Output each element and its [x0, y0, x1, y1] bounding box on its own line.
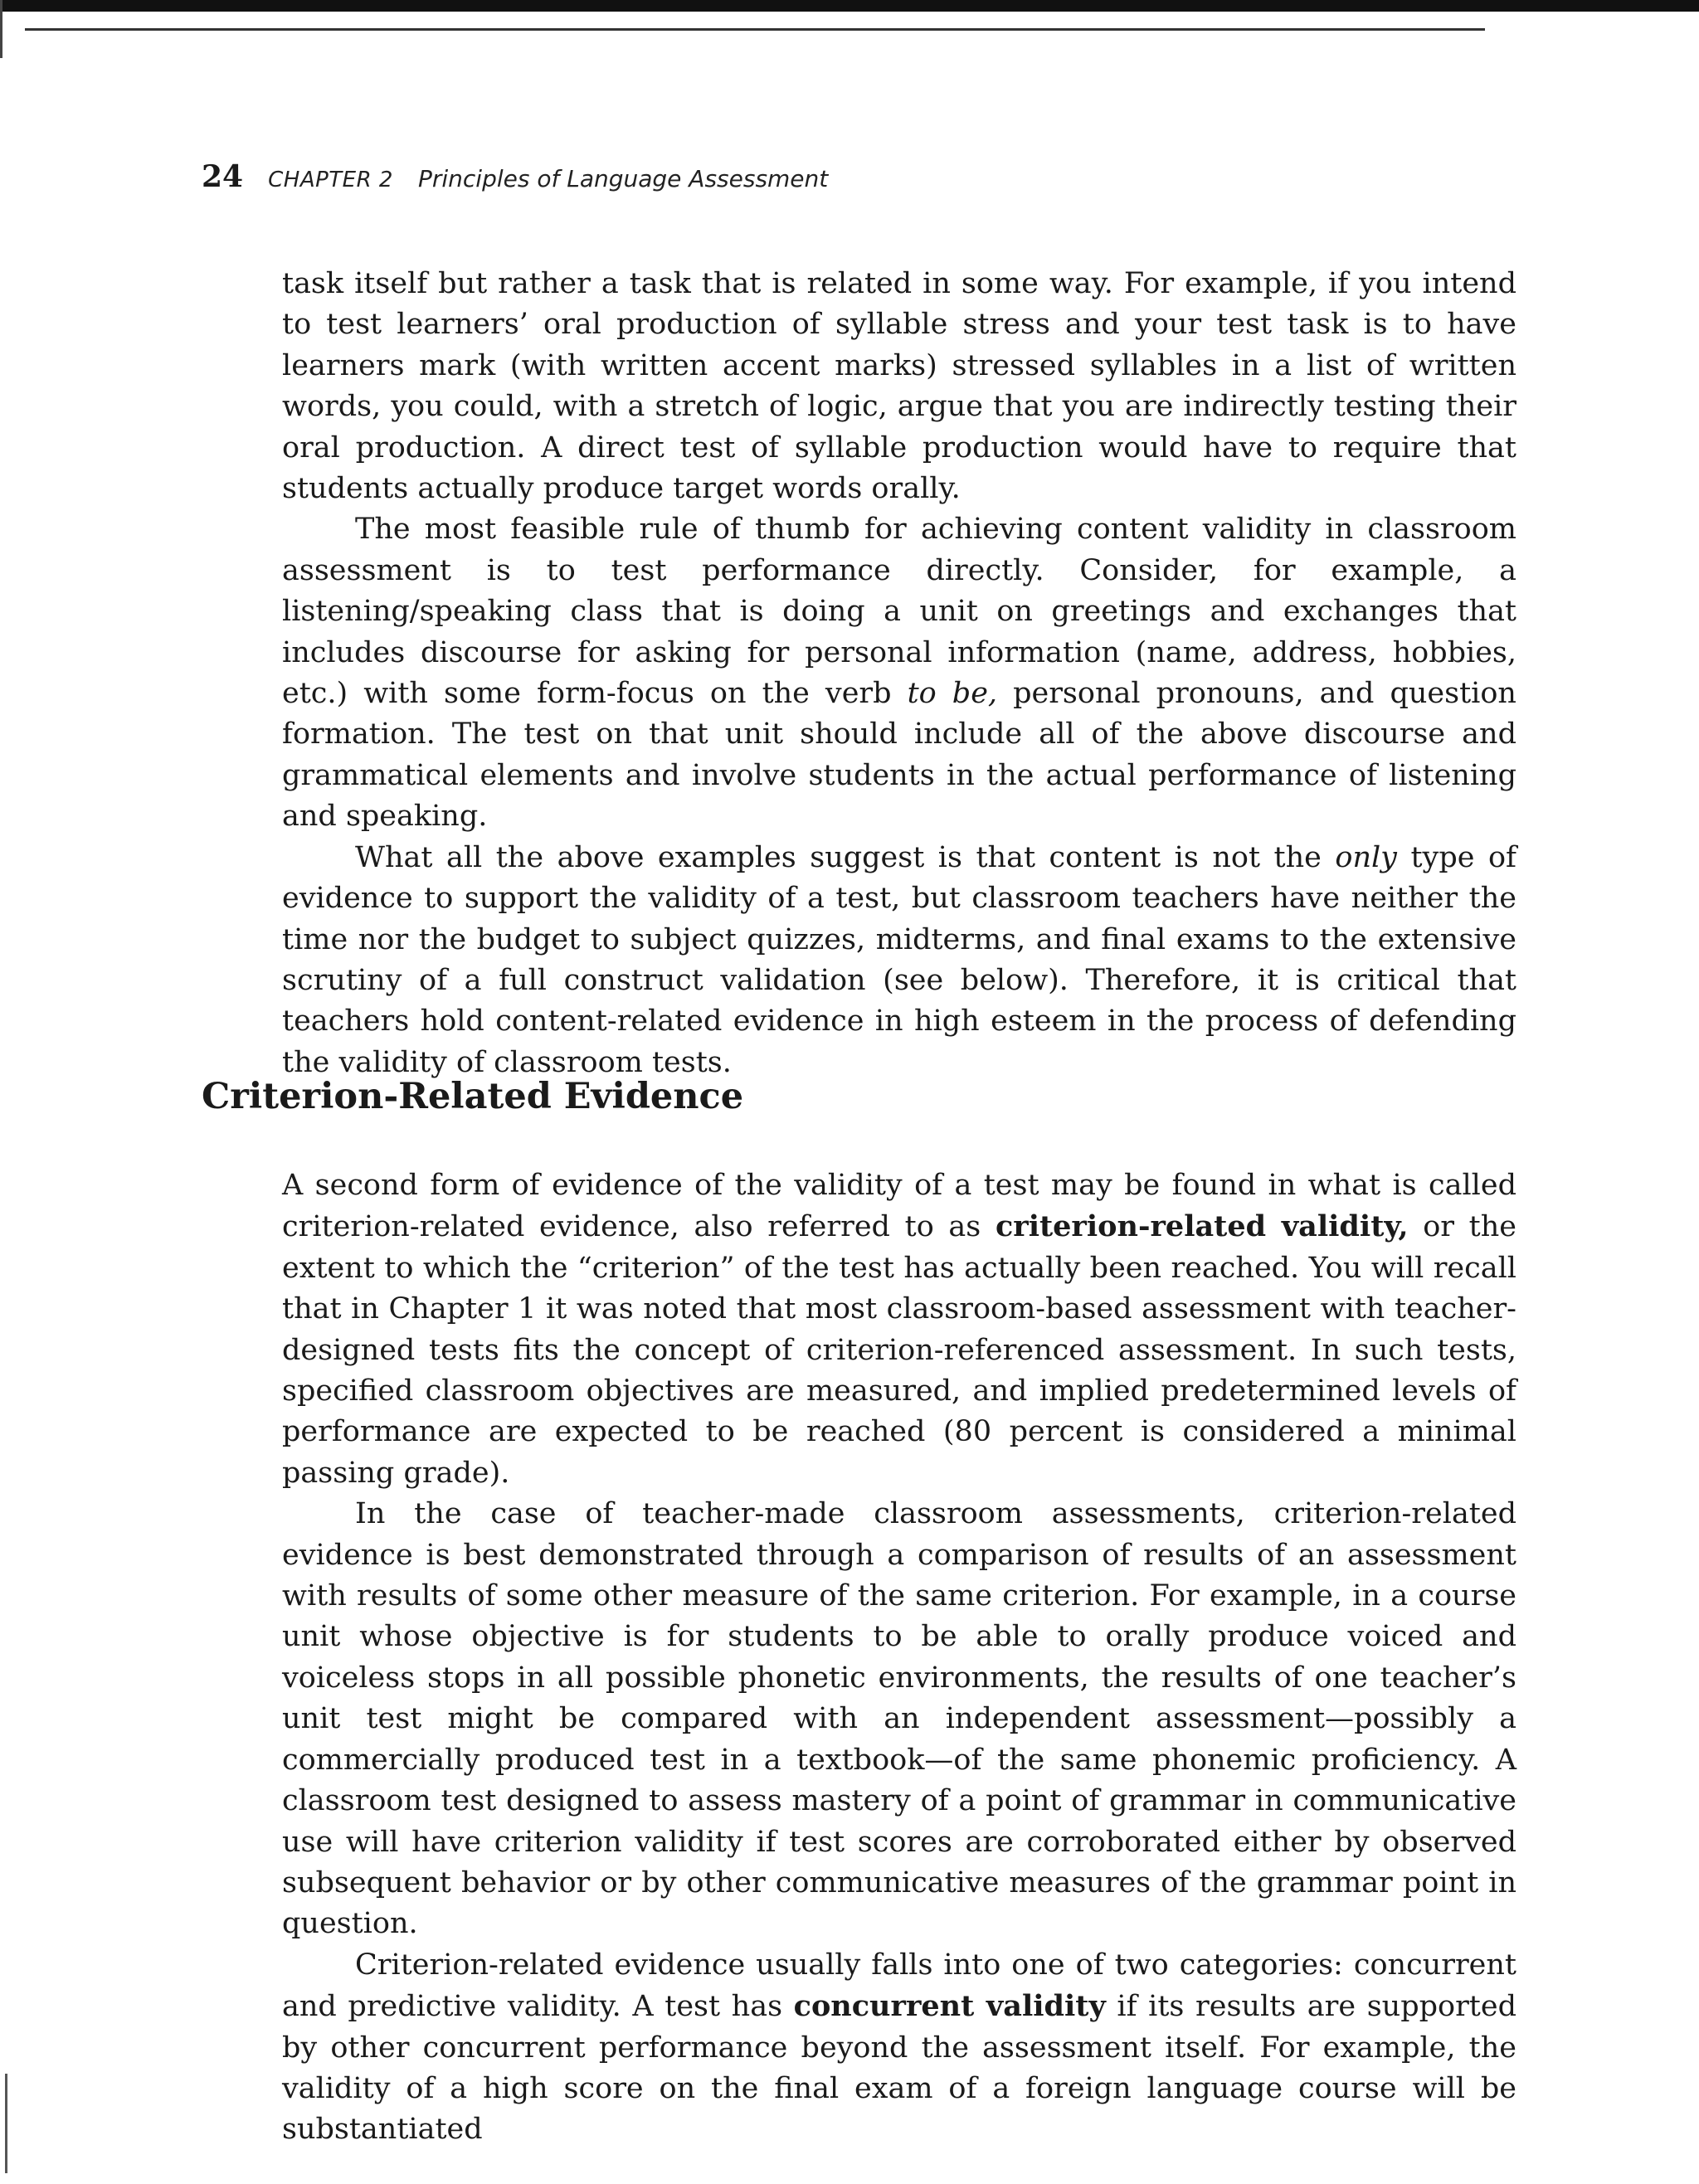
italic-term: only: [1335, 840, 1397, 874]
paragraph-text: The most feasible rule of thumb for achieving content validity in classroom assessment is to test performance directly. Consider, for example, a listening/speaking class that is doing a unit on greetings and exchanges that includes discourse for asking for personal information (name, address, hobbies, etc.) with some form-focus on the verb: [282, 513, 1516, 711]
italic-term: to be,: [907, 677, 998, 711]
paragraph: [282, 509, 1516, 837]
scan-edge-left: [0, 0, 2, 58]
chapter-label: CHAPTER 2: [268, 168, 393, 192]
scan-edge-left-bottom: [5, 2074, 7, 2173]
section-heading: Criterion-Related Evidence: [202, 1076, 744, 1117]
paragraph: task itself but rather a task that is related in some way. For example, if you intend to test learners’ oral production of syllable stress and your test task is to have learners mark (with written accent marks) stressed syllables in a list of written words, you could, with a stretch of logic, argue that you are indirectly testing their oral production. A direct test of syllable production would have to require that students actually produce target words orally.: [282, 267, 1516, 506]
paragraph-text: What all the above examples suggest is that content is not the: [355, 840, 1336, 874]
paragraph-text: if its results are supported by other concurrent performance beyond the assessment itself. For example, the validity of a high score on the final exam of a foreign language course will be substantiated: [282, 1990, 1516, 2147]
bold-term: criterion-related validity,: [995, 1209, 1409, 1244]
section-criterion-text: [282, 1165, 1516, 2151]
paragraph: [282, 1945, 1516, 2151]
paragraph-text: A second form of evidence of the validity of a test may be found in what is called criterion-related evidence, also referred to as: [282, 1169, 1516, 1244]
scan-edge-top: [0, 0, 1699, 12]
running-header: [202, 159, 828, 209]
scan-edge-rule: [25, 28, 1485, 31]
paragraph-text: type of evidence to support the validity of a test, but classroom teachers have neither the time nor the budget to subject quizzes, midterms, and final exams to the extensive scrutiny of a full construct validation (see below). Therefore, it is critical that teachers hold content-related evidence in high esteem in the process of defending the validity of classroom tests.: [282, 840, 1516, 1079]
page-number: 24: [202, 159, 244, 194]
paragraph-text: or the extent to which the “criterion” of the test has actually been reached. You will recall that in Chapter 1 it was noted that most classroom-based assessment with teacher-designed tests fits the concept of criterion-referenced assessment. In such tests, specified classroom objectives are measured, and implied predetermined levels of performance are expected to be reached (80 percent is considered a minimal passing grade).: [282, 1210, 1517, 1490]
paragraph-text: personal pronouns, and question formation. The test on that unit should include all of the above discourse and grammatical elements and involve students in the actual performance of listening and speaking.: [282, 677, 1516, 834]
paragraph: In the case of teacher-made classroom assessments, criterion-related evidence is best demonstrated through a comparison of results of an assessment with results of some other measure of the same criterion. For example, in a course unit whose objective is for students to be able to orally produce voiced and voiceless stops in all possible phonetic environments, the results of one teacher’s unit test might be compared with an independent assessment—possibly a commercially produced test in a textbook—of the same phonemic proficiency. A classroom test designed to assess mastery of a point of grammar in communicative use will have criterion validity if test scores are corroborated either by observed subsequent behavior or by other communicative measures of the grammar point in question.: [282, 1497, 1516, 1941]
section-content-validity-text: [282, 264, 1516, 1083]
bold-term: concurrent validity: [793, 1989, 1106, 2024]
paragraph-text: Criterion-related evidence usually falls into one of two categories: concurrent and predictive validity. A test has: [282, 1948, 1516, 2024]
paragraph: [282, 1165, 1516, 1494]
paragraph: [282, 838, 1516, 1083]
chapter-title: Principles of Language Assessment: [417, 165, 829, 192]
